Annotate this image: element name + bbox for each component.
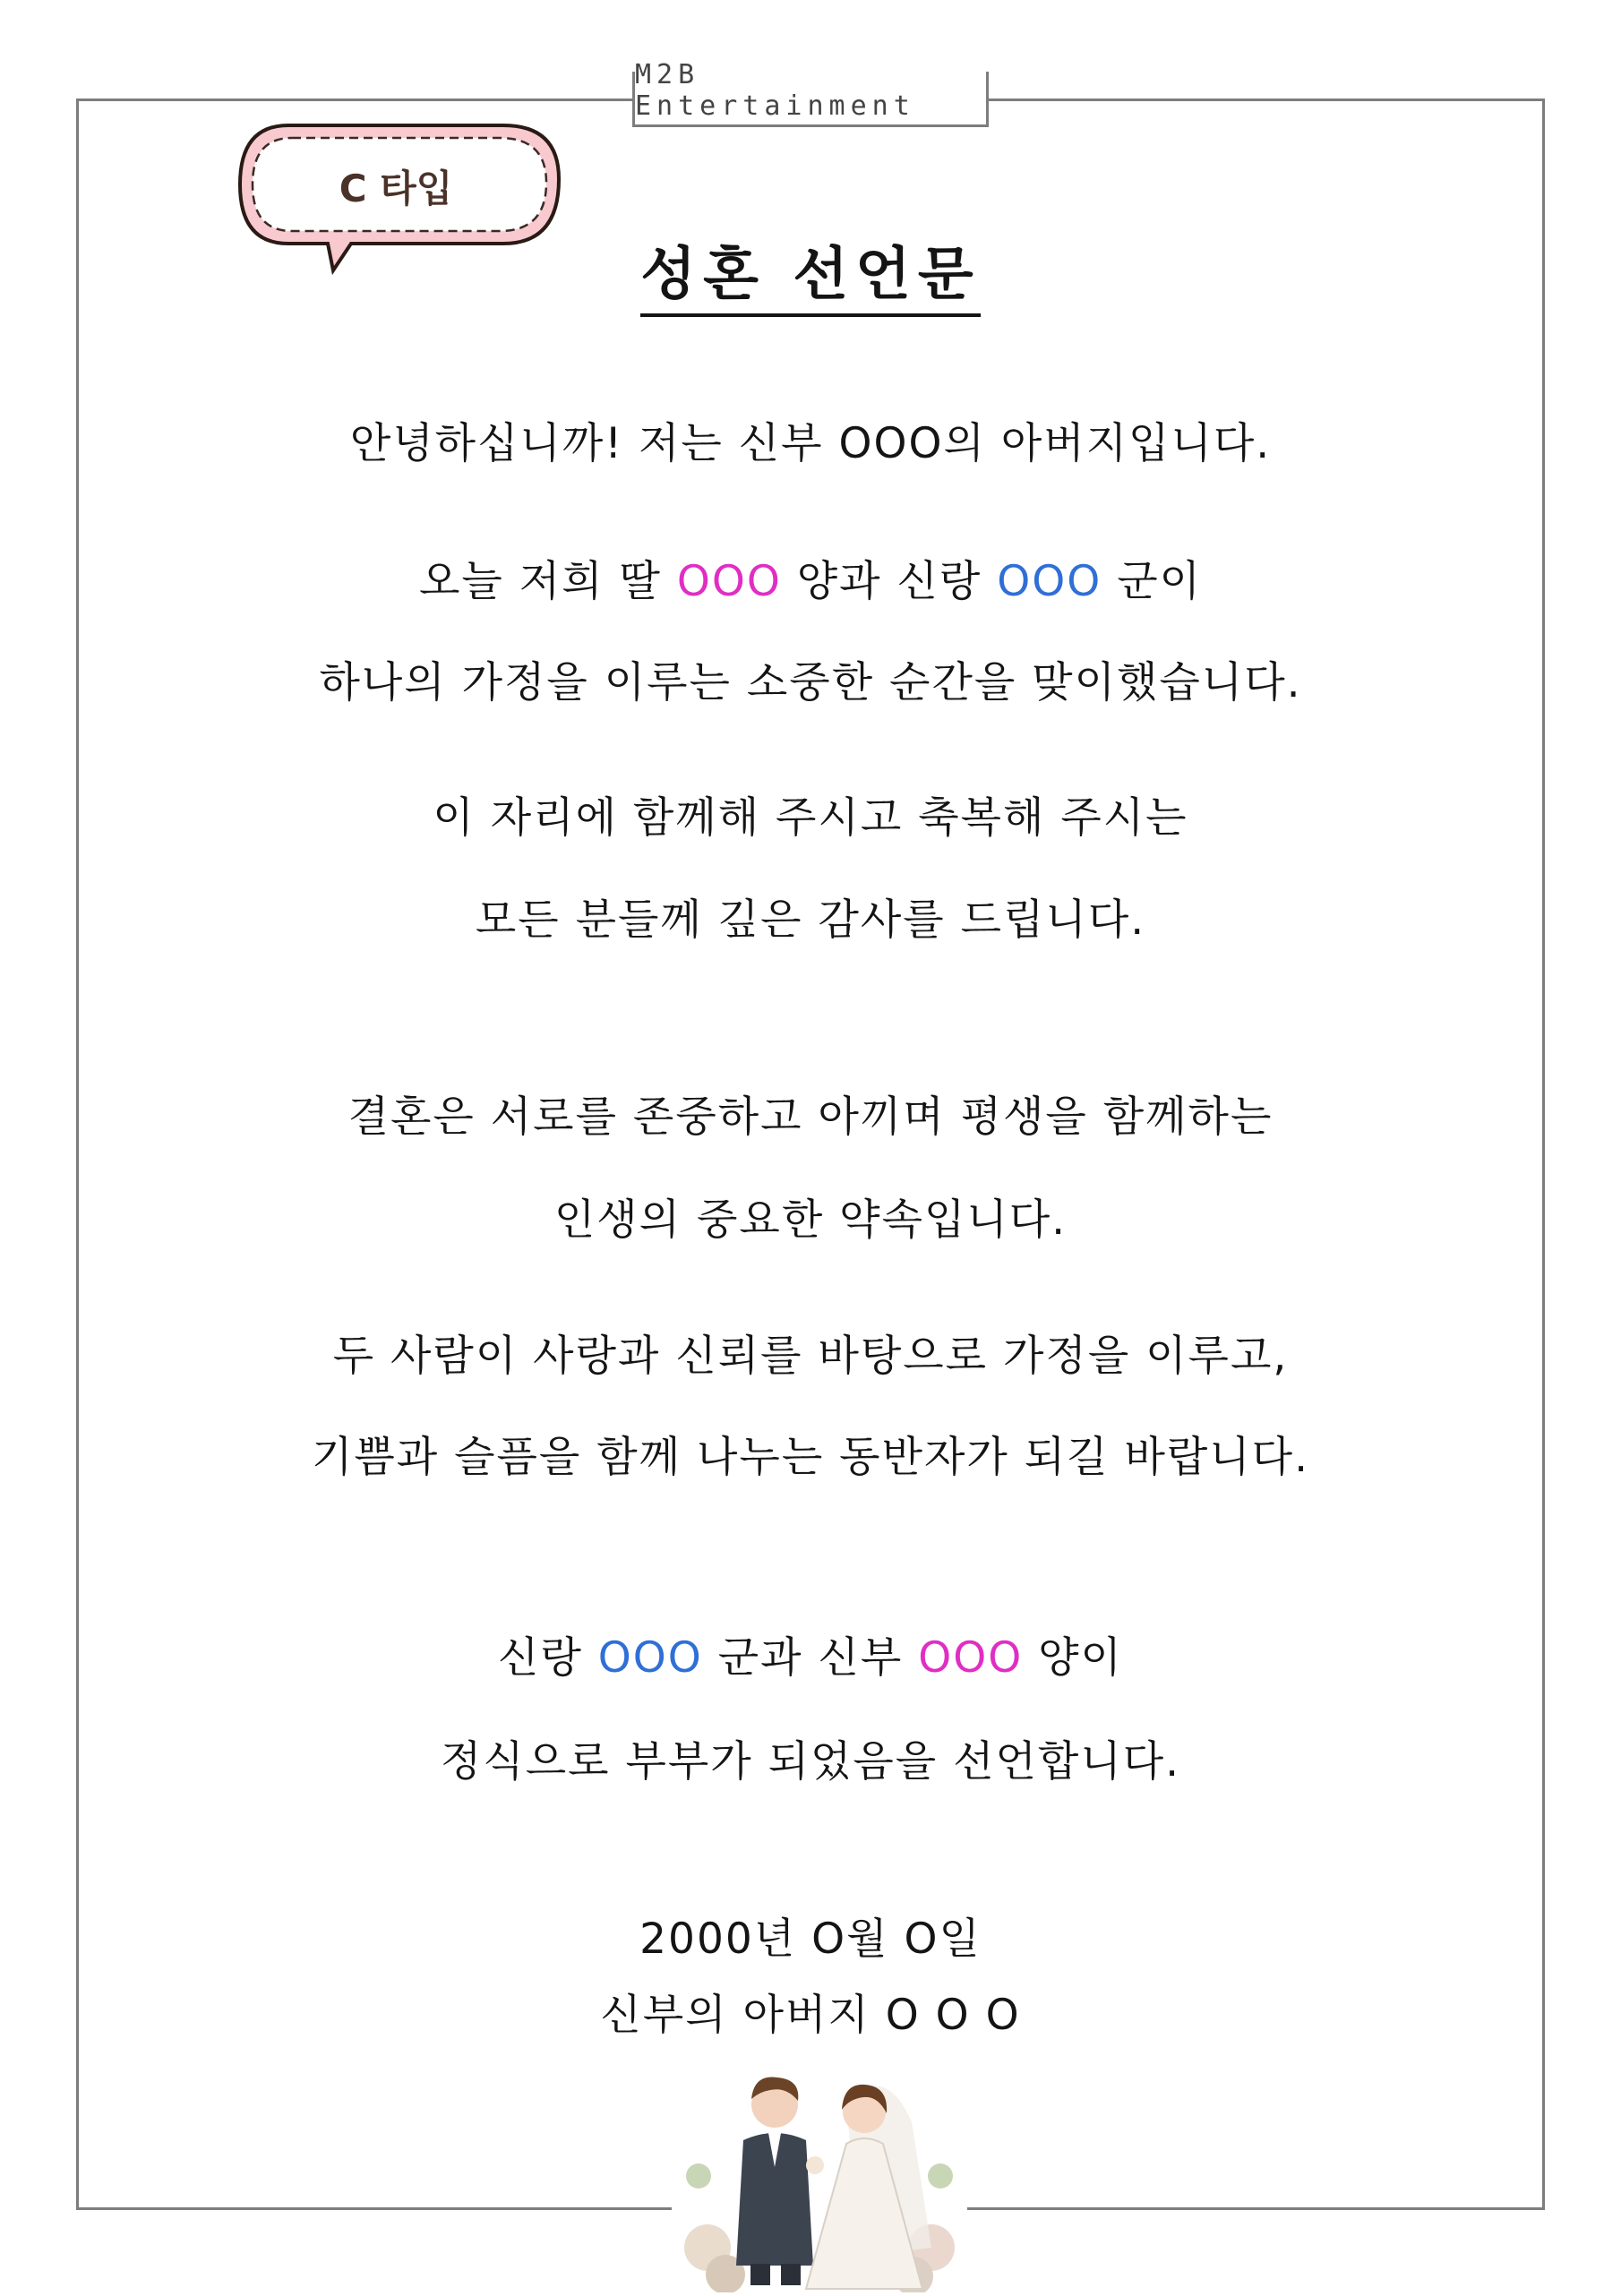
body-line-4: 이 자리에 함께해 주시고 축복해 주시는 [433, 793, 1188, 843]
brand-tab [632, 58, 989, 127]
date-line: 2000년 O월 O일 [639, 1915, 982, 1964]
text-segment: 양과 신랑 [781, 557, 998, 606]
page-frame [76, 99, 1545, 2210]
body-line-9: 기쁨과 슬픔을 함께 나누는 동반자가 되길 바랍니다. [311, 1433, 1310, 1482]
text-segment: 오늘 저희 딸 [419, 557, 677, 606]
body-line-5: 모든 분들께 깊은 감사를 드립니다. [475, 895, 1146, 945]
groom-name-placeholder: OOO [997, 557, 1102, 606]
couple-line-2 [0, 1632, 1621, 1685]
body-line-3: 하나의 가정을 이루는 소중한 순간을 맞이했습니다. [319, 658, 1302, 707]
text-segment: 군이 [1102, 557, 1202, 606]
badge-label: C 타입 [339, 167, 453, 210]
bride-name-placeholder: OOO [676, 557, 782, 606]
signature-line: 신부의 아버지 O O O [600, 1991, 1021, 2040]
couple-line-1 [0, 555, 1621, 609]
text-segment: 양이 [1023, 1633, 1123, 1683]
body-line-8: 두 사람이 사랑과 신뢰를 바탕으로 가정을 이루고, [332, 1332, 1289, 1381]
text-segment: 신랑 [498, 1633, 598, 1683]
body-line-7: 인생의 중요한 약속입니다. [553, 1195, 1068, 1245]
bride-name-placeholder: OOO [918, 1633, 1024, 1683]
brand-name: M2B Entertainment [635, 58, 915, 122]
groom-name-placeholder: OOO [597, 1633, 703, 1683]
wedding-couple-illustration [672, 2069, 967, 2292]
text-segment: 군과 신부 [702, 1633, 919, 1683]
body-line-6: 결혼은 서로를 존중하고 아끼며 평생을 함께하는 [347, 1092, 1274, 1142]
declaration-line: 정식으로 부부가 되었음을 선언합니다. [440, 1737, 1181, 1786]
page-title [0, 228, 1621, 311]
greeting-line: 안녕하십니까! 저는 신부 OOO의 아버지입니다. [349, 419, 1272, 468]
title-text: 성혼 선언문 [640, 242, 980, 317]
